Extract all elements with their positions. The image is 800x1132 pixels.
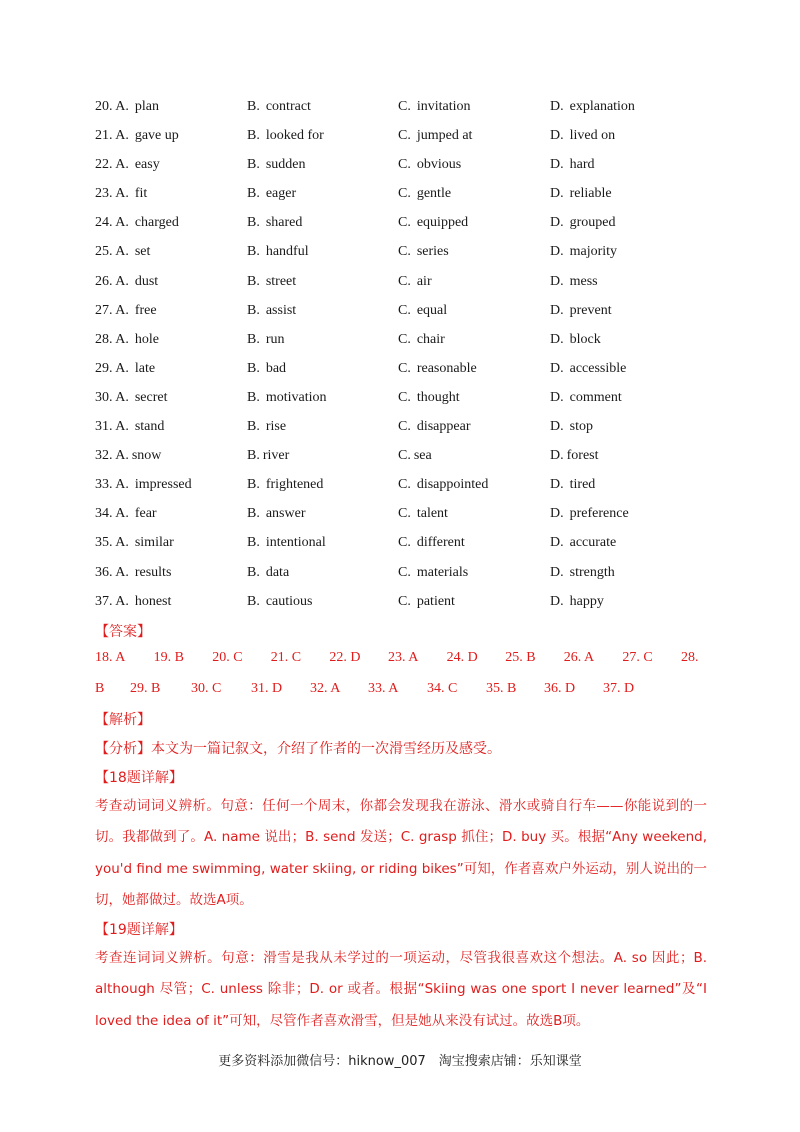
option-label: D. bbox=[550, 157, 564, 173]
option-a bbox=[95, 271, 158, 293]
option-text: block bbox=[569, 331, 601, 347]
option-text: materials bbox=[416, 564, 469, 580]
option-d bbox=[550, 591, 604, 613]
option-b bbox=[247, 154, 306, 176]
option-text: impressed bbox=[134, 477, 192, 493]
answer-item: 35. B bbox=[486, 681, 517, 696]
option-text: air bbox=[416, 273, 432, 289]
option-text: data bbox=[265, 564, 290, 580]
option-d bbox=[550, 416, 593, 438]
option-row bbox=[95, 358, 715, 387]
option-text: equal bbox=[416, 302, 448, 318]
option-text: eager bbox=[265, 186, 297, 202]
option-text: thought bbox=[416, 389, 460, 405]
option-text: chair bbox=[416, 331, 445, 347]
option-b bbox=[247, 212, 302, 234]
option-d bbox=[550, 154, 595, 176]
option-label: D. bbox=[550, 535, 564, 551]
option-d bbox=[550, 271, 598, 293]
option-b bbox=[247, 329, 285, 351]
option-label: B. bbox=[247, 186, 260, 202]
option-text: answer bbox=[265, 506, 306, 522]
option-label: 20. A. bbox=[95, 99, 129, 114]
option-label: C. bbox=[398, 128, 411, 144]
option-label: B. bbox=[247, 535, 260, 551]
answer-item: 20. C bbox=[212, 650, 243, 665]
option-b bbox=[247, 591, 313, 613]
option-text: run bbox=[265, 331, 285, 347]
option-b bbox=[247, 474, 323, 496]
option-text: sea bbox=[413, 448, 432, 464]
option-label: C. bbox=[398, 389, 411, 405]
answer-item: 30. C bbox=[191, 681, 222, 696]
option-label: B. bbox=[247, 157, 260, 173]
option-text: cautious bbox=[265, 593, 313, 609]
answer-item: 26. A bbox=[563, 650, 595, 665]
option-label: C. bbox=[398, 506, 411, 522]
option-a bbox=[95, 532, 174, 554]
option-row bbox=[95, 445, 715, 474]
option-text: preference bbox=[569, 506, 629, 522]
option-b bbox=[247, 125, 324, 147]
option-label: C. bbox=[398, 448, 411, 464]
option-label: B. bbox=[247, 419, 260, 435]
option-text: looked for bbox=[265, 128, 324, 144]
q18-heading-block bbox=[95, 768, 707, 788]
option-d bbox=[550, 96, 635, 118]
option-label: 35. A. bbox=[95, 535, 129, 551]
option-d bbox=[550, 300, 612, 322]
option-d bbox=[550, 125, 615, 147]
option-text: disappear bbox=[416, 419, 471, 435]
option-text: easy bbox=[134, 157, 160, 173]
q18-heading: 【18题详解】 bbox=[95, 770, 183, 786]
option-label: 26. A. bbox=[95, 273, 129, 289]
option-d bbox=[550, 474, 595, 496]
option-label: D. bbox=[550, 564, 564, 580]
q19-heading-block bbox=[95, 920, 707, 940]
option-d bbox=[550, 212, 616, 234]
option-label: 29. A. bbox=[95, 360, 129, 376]
option-text: secret bbox=[134, 389, 168, 405]
option-text: lived on bbox=[569, 128, 616, 144]
option-text: contract bbox=[265, 99, 311, 114]
option-text: equipped bbox=[416, 215, 469, 231]
answer-item: 29. B bbox=[130, 681, 161, 696]
option-text: mess bbox=[569, 273, 598, 289]
option-text: series bbox=[416, 244, 449, 260]
option-text: rise bbox=[265, 419, 287, 435]
analysis-heading: 【解析】 bbox=[95, 712, 151, 728]
option-row bbox=[95, 503, 715, 532]
option-label: B. bbox=[247, 302, 260, 318]
option-text: plan bbox=[134, 99, 159, 114]
option-b bbox=[247, 271, 296, 293]
option-label: B. bbox=[247, 99, 260, 114]
option-text: reliable bbox=[569, 186, 612, 202]
answer-item: 36. D bbox=[544, 681, 576, 696]
answer-item: 24. D bbox=[446, 650, 478, 665]
option-label: B. bbox=[247, 244, 260, 260]
option-a bbox=[95, 591, 171, 613]
option-label: B. bbox=[247, 273, 260, 289]
answer-item: 18. A bbox=[95, 650, 126, 665]
option-row bbox=[95, 183, 715, 212]
answer-item: 23. A bbox=[388, 650, 419, 665]
option-d bbox=[550, 183, 612, 205]
answer-item: 27. C bbox=[622, 650, 653, 665]
option-label: C. bbox=[398, 564, 411, 580]
option-label: C. bbox=[398, 244, 411, 260]
option-a bbox=[95, 212, 179, 234]
option-a bbox=[95, 562, 171, 584]
option-c bbox=[398, 532, 465, 554]
option-c bbox=[398, 212, 468, 234]
option-text: river bbox=[262, 448, 290, 464]
option-label: B. bbox=[247, 128, 260, 144]
option-text: intentional bbox=[265, 535, 326, 551]
option-label: B. bbox=[247, 389, 260, 405]
option-a bbox=[95, 474, 192, 496]
option-row bbox=[95, 125, 715, 154]
option-a bbox=[95, 329, 159, 351]
option-b bbox=[247, 562, 289, 584]
option-b bbox=[247, 503, 306, 525]
option-label: 32. A. bbox=[95, 448, 129, 464]
q19-explanation-block bbox=[95, 943, 707, 1037]
option-text: assist bbox=[265, 302, 297, 318]
option-text: comment bbox=[569, 389, 622, 405]
option-text: results bbox=[134, 564, 172, 580]
option-text: fit bbox=[134, 186, 148, 202]
option-label: C. bbox=[398, 157, 411, 173]
option-label: D. bbox=[550, 302, 564, 318]
option-label: 22. A. bbox=[95, 157, 129, 173]
option-d bbox=[550, 241, 617, 263]
option-text: gentle bbox=[416, 186, 452, 202]
option-label: 24. A. bbox=[95, 215, 129, 231]
option-b bbox=[247, 358, 286, 380]
option-text: invitation bbox=[416, 99, 471, 114]
option-label: B. bbox=[247, 477, 260, 493]
option-text: handful bbox=[265, 244, 309, 260]
option-a bbox=[95, 241, 150, 263]
option-label: D. bbox=[550, 99, 564, 114]
option-text: frightened bbox=[265, 477, 324, 493]
option-b bbox=[247, 387, 327, 409]
option-a bbox=[95, 183, 147, 205]
option-label: D. bbox=[550, 448, 564, 464]
option-text: obvious bbox=[416, 157, 462, 173]
option-row bbox=[95, 562, 715, 591]
option-c bbox=[398, 591, 455, 613]
option-a bbox=[95, 96, 159, 118]
option-text: explanation bbox=[569, 99, 635, 114]
option-text: similar bbox=[134, 535, 174, 551]
option-label: C. bbox=[398, 477, 411, 493]
option-label: B. bbox=[247, 215, 260, 231]
option-label: B. bbox=[247, 448, 260, 464]
page-footer: 更多资料添加微信号：hiknow_007 淘宝搜索店铺：乐知课堂 bbox=[218, 1054, 582, 1069]
option-c bbox=[398, 503, 448, 525]
option-row bbox=[95, 591, 715, 620]
option-label: 27. A. bbox=[95, 302, 129, 318]
option-b bbox=[247, 241, 309, 263]
option-c bbox=[398, 300, 447, 322]
answer-item: 21. C bbox=[270, 650, 302, 665]
option-a bbox=[95, 503, 157, 525]
answer-item: 34. C bbox=[427, 681, 458, 696]
option-text: honest bbox=[134, 593, 172, 609]
option-text: dust bbox=[134, 273, 159, 289]
option-text: accessible bbox=[569, 360, 627, 376]
answer-item: 32. A bbox=[310, 681, 341, 696]
answer-item: 37. D bbox=[603, 681, 635, 696]
option-label: D. bbox=[550, 128, 564, 144]
option-c bbox=[398, 154, 461, 176]
option-d bbox=[550, 445, 599, 467]
q19-heading: 【19题详解】 bbox=[95, 922, 183, 938]
option-c bbox=[398, 125, 472, 147]
option-label: C. bbox=[398, 360, 411, 376]
answers-block bbox=[95, 650, 707, 712]
option-row bbox=[95, 212, 715, 241]
option-d bbox=[550, 358, 626, 380]
option-b bbox=[247, 300, 296, 322]
option-row bbox=[95, 329, 715, 358]
option-d bbox=[550, 503, 629, 525]
option-label: C. bbox=[398, 186, 411, 202]
option-label: D. bbox=[550, 331, 564, 347]
option-label: 37. A. bbox=[95, 593, 129, 609]
option-d bbox=[550, 387, 622, 409]
answers-line-1 bbox=[95, 650, 707, 681]
option-text: prevent bbox=[569, 302, 612, 318]
answers-line-2 bbox=[95, 681, 707, 712]
q18-explanation-block bbox=[95, 791, 707, 916]
answer-item: 19. B bbox=[153, 650, 184, 665]
option-label: D. bbox=[550, 244, 564, 260]
option-c bbox=[398, 241, 449, 263]
option-c bbox=[398, 183, 451, 205]
answer-item: 28. bbox=[681, 650, 699, 665]
option-row bbox=[95, 532, 715, 561]
option-label: C. bbox=[398, 302, 411, 318]
option-label: 23. A. bbox=[95, 186, 129, 202]
option-text: stop bbox=[569, 419, 593, 435]
summary-block bbox=[95, 739, 707, 759]
option-text: strength bbox=[569, 564, 615, 580]
option-label: C. bbox=[398, 273, 411, 289]
option-c bbox=[398, 474, 488, 496]
answer-item: 25. B bbox=[505, 650, 536, 665]
option-row bbox=[95, 96, 715, 125]
option-row bbox=[95, 271, 715, 300]
option-text: late bbox=[134, 360, 156, 376]
option-c bbox=[398, 271, 432, 293]
option-text: disappointed bbox=[416, 477, 489, 493]
option-row bbox=[95, 241, 715, 270]
option-b bbox=[247, 183, 296, 205]
q18-explanation: 考查动词词义辨析。句意：任何一个周末，你都会发现我在游泳、滑水或骑自行车——你能说到的一切。我都做到了。A. name 说出；B. send 发送；C. grasp 抓住；D. buy 买。根据“Any weekend, you'd find me swimming, water skiing, or riding bikes”可知，作者喜欢户外运动，别人说出的一切，她都做过。故选A项。 bbox=[95, 798, 707, 908]
option-label: D. bbox=[550, 506, 564, 522]
option-label: 34. A. bbox=[95, 506, 129, 522]
answer-item: 31. D bbox=[251, 681, 283, 696]
option-text: motivation bbox=[265, 389, 327, 405]
option-label: C. bbox=[398, 535, 411, 551]
option-label: 21. A. bbox=[95, 128, 129, 144]
option-c bbox=[398, 329, 445, 351]
option-b bbox=[247, 96, 311, 118]
option-d bbox=[550, 532, 616, 554]
option-text: jumped at bbox=[416, 128, 473, 144]
option-label: C. bbox=[398, 419, 411, 435]
option-text: sudden bbox=[265, 157, 306, 173]
option-label: D. bbox=[550, 273, 564, 289]
option-label: C. bbox=[398, 331, 411, 347]
summary-text: 【分析】本文为一篇记叙文，介绍了作者的一次滑雪经历及感受。 bbox=[95, 741, 501, 757]
option-c bbox=[398, 445, 432, 467]
option-row bbox=[95, 154, 715, 183]
option-label: 31. A. bbox=[95, 419, 129, 435]
option-text: charged bbox=[134, 215, 179, 231]
option-label: B. bbox=[247, 331, 260, 347]
option-a bbox=[95, 358, 155, 380]
option-text: talent bbox=[416, 506, 448, 522]
option-c bbox=[398, 358, 477, 380]
option-text: set bbox=[134, 244, 151, 260]
option-label: D. bbox=[550, 215, 564, 231]
q19-explanation: 考查连词词义辨析。句意：滑雪是我从未学过的一项运动，尽管我很喜欢这个想法。A. so 因此；B. although 尽管；C. unless 除非；D. or 或者。根据“Skiing was one sport I never learned”及“I loved the idea of it”可知，尽管作者喜欢滑雪，但是她从来没有试过。故选B项。 bbox=[95, 950, 707, 1029]
option-row bbox=[95, 416, 715, 445]
option-a bbox=[95, 154, 160, 176]
option-c bbox=[398, 387, 460, 409]
option-text: snow bbox=[131, 448, 162, 464]
option-b bbox=[247, 416, 286, 438]
options-list bbox=[95, 96, 715, 620]
answer-heading: 【答案】 bbox=[95, 624, 151, 640]
answer-item: B bbox=[95, 681, 105, 696]
option-d bbox=[550, 562, 615, 584]
option-text: majority bbox=[569, 244, 618, 260]
option-a bbox=[95, 416, 164, 438]
option-a bbox=[95, 445, 161, 467]
option-text: patient bbox=[416, 593, 455, 609]
option-text: shared bbox=[265, 215, 303, 231]
option-label: C. bbox=[398, 593, 411, 609]
option-text: tired bbox=[569, 477, 596, 493]
option-label: D. bbox=[550, 186, 564, 202]
option-text: reasonable bbox=[416, 360, 477, 376]
option-row bbox=[95, 387, 715, 416]
option-row bbox=[95, 474, 715, 503]
option-c bbox=[398, 562, 468, 584]
option-text: fear bbox=[134, 506, 157, 522]
option-row bbox=[95, 300, 715, 329]
option-text: gave up bbox=[134, 128, 179, 144]
option-text: accurate bbox=[569, 535, 617, 551]
option-text: free bbox=[134, 302, 157, 318]
option-label: 33. A. bbox=[95, 477, 129, 493]
option-label: B. bbox=[247, 564, 260, 580]
answer-item: 33. A bbox=[368, 681, 399, 696]
option-label: C. bbox=[398, 99, 411, 114]
option-a bbox=[95, 387, 168, 409]
answer-item: 22. D bbox=[329, 650, 361, 665]
option-label: D. bbox=[550, 593, 564, 609]
option-c bbox=[398, 416, 471, 438]
option-c bbox=[398, 96, 471, 118]
option-text: street bbox=[265, 273, 297, 289]
option-a bbox=[95, 300, 157, 322]
option-label: D. bbox=[550, 389, 564, 405]
option-label: 28. A. bbox=[95, 331, 129, 347]
option-text: hard bbox=[569, 157, 595, 173]
option-label: 25. A. bbox=[95, 244, 129, 260]
option-b bbox=[247, 532, 326, 554]
option-label: D. bbox=[550, 477, 564, 493]
option-b bbox=[247, 445, 289, 467]
option-label: C. bbox=[398, 215, 411, 231]
option-text: stand bbox=[134, 419, 165, 435]
answer-heading-block bbox=[95, 622, 707, 642]
option-label: B. bbox=[247, 593, 260, 609]
option-label: 36. A. bbox=[95, 564, 129, 580]
option-label: D. bbox=[550, 360, 564, 376]
option-label: B. bbox=[247, 360, 260, 376]
option-d bbox=[550, 329, 601, 351]
option-a bbox=[95, 125, 179, 147]
option-text: different bbox=[416, 535, 465, 551]
option-text: grouped bbox=[569, 215, 616, 231]
option-text: hole bbox=[134, 331, 159, 347]
analysis-heading-block bbox=[95, 710, 707, 730]
option-text: forest bbox=[566, 448, 599, 464]
option-label: D. bbox=[550, 419, 564, 435]
option-label: B. bbox=[247, 506, 260, 522]
option-label: 30. A. bbox=[95, 389, 129, 405]
option-text: bad bbox=[265, 360, 287, 376]
option-text: happy bbox=[569, 593, 604, 609]
